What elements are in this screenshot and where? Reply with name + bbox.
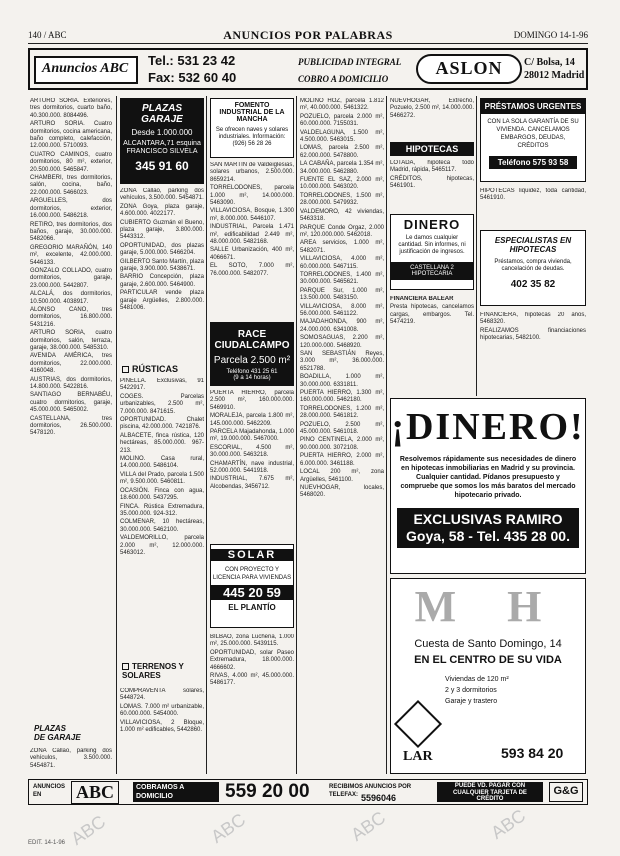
garaje-listing <box>30 748 112 776</box>
abc-watermark-icon: ABC <box>207 809 250 847</box>
listing-text: OCASIÓN. Finca con agua, 18.600.000. 5437295. <box>120 487 204 502</box>
dinero-small-ad <box>390 214 474 290</box>
footer-telefax-label: RECIBIMOS ANUNCIOS POR TELEFAX: <box>329 784 412 798</box>
listing-text: TORRELODONES, 1.200 m², 28.000.000. 5461812. <box>300 405 384 420</box>
classifieds-column-6 <box>480 188 586 228</box>
listing-text: FINCA. Rústica Extremadura, 35.000.000. 924-312. <box>120 503 204 517</box>
listing-text: VILLAVICIOSA, Bosque, 1.300 m², 8.000.000. 5446107. <box>210 208 294 222</box>
listing-text: ALBACETE, finca rústica, 120 hectáreas, 85.000.000. 967-213. <box>120 432 204 454</box>
ramiro-brand: EXCLUSIVAS RAMIRO <box>413 511 563 527</box>
dinero-small-title: DINERO <box>403 217 461 232</box>
column-rule <box>296 96 297 774</box>
listing-text: PARQUE Conde Orgaz, 2.000 m², 120.000.000. 5462018. <box>300 224 384 238</box>
listing-text: COGES. Parcelas urbanizables, 2.500 m², 7.000.000. 8471615. <box>120 393 204 415</box>
rusticas-listings <box>120 378 204 658</box>
classifieds-column-3 <box>210 162 294 318</box>
listing-text: LOMAS. 7.000 m² urbanizable, 60.000.000. 5454000. <box>120 703 204 718</box>
listing-text: HIPOTECAS liquidez, toda cantidad, 5461910. <box>480 188 586 202</box>
listing-text: ZONA Callao, parking dos vehículos, 3.500.000. 5454871. <box>30 748 112 769</box>
column-rule <box>386 96 387 774</box>
hipotecas-listings <box>390 160 474 212</box>
listing-text: SANTIAGO BERNABÉU, cuatro dormitorios, garaje, 45.000.000. 5465002. <box>30 392 112 414</box>
listing-text: SOMOSAGUAS, 2.200 m², 120.000.000. 5468920. <box>300 335 384 349</box>
section-label: RÚSTICAS <box>132 364 179 374</box>
listing-text: PARQUE Sur, 1.000 m², 13.500.000. 5483150. <box>300 287 384 302</box>
listing-text: CASTELLANA, tres dormitorios, 26.500.000. 5478120. <box>30 415 112 437</box>
footer-abc-logo: ABC <box>71 781 119 804</box>
aslon-logo: ASLON <box>416 54 522 84</box>
prestamos-ad <box>480 98 586 182</box>
page-date: DOMINGO 14-1-96 <box>513 30 588 40</box>
listing-text: COMPRAVENTA solares, 5448724. <box>120 688 204 702</box>
ramiro-block <box>397 508 579 548</box>
listing-text: INDUSTRIAL, Parcela 1.471 m², edificabilidad 2.449 m², 48.000.000. 5482168. <box>210 224 294 246</box>
solar-phone: 445 20 59 <box>211 585 293 600</box>
listing-text: ARTURO SORIA. Exteriores, tres dormitorios, cuarto baño, 40.300.000. 8084496. <box>30 98 112 119</box>
prestamos-phone: Teléfono 575 93 58 <box>489 156 577 169</box>
listing-text: PINELLA. Exclusivas, 91 5422917. <box>120 378 204 392</box>
listing-text: AVENIDA AMÉRICA, tres dormitorios, 22.000.000. 4160048. <box>30 353 112 375</box>
abc-watermark-icon: ABC <box>67 811 110 849</box>
lar-features <box>445 674 585 707</box>
financiera-text: Presta hipotecas, cancelamos cargas, embargos. Tel. 5474219. <box>390 304 474 326</box>
listing-text: BOADILLA, 1.000 m², 30.000.000. 6331811. <box>300 374 384 388</box>
anuncios-logo: Anuncios ABC <box>34 56 138 84</box>
listing-text: TORRELODONES, 1.400 m², 30.000.000. 5465621. <box>300 271 384 286</box>
listing-text: ALCALÁ, dos dormitorios, 10.500.000. 4038917. <box>30 291 112 305</box>
race-ad <box>210 322 294 386</box>
especialistas-title: ESPECIALISTAS EN HIPOTECAS <box>494 236 572 254</box>
section-terrenos <box>122 662 202 680</box>
fomento-title: FOMENTO INDUSTRIAL DE LA MANCHA <box>219 102 285 123</box>
dinero-big-ad <box>390 398 586 574</box>
footer-gg-logo: G&G <box>549 782 583 802</box>
listing-text: CHAMBERI, tres dormitorios, salón, cocina, baño, 22.000.000. 5466023. <box>30 175 112 196</box>
column-rule <box>206 96 207 774</box>
listing-text: SAN MARTÍN de Valdeiglesias, solares urbanos, 2.500.000. 8659214. <box>210 162 294 183</box>
dinero-small-text: Le damos cualquier cantidad. Sin informes, ni justificación de ingresos. <box>398 235 466 255</box>
listing-text: TORRELODONES, 1.500 m², 28.000.000. 5479932. <box>300 192 384 207</box>
solar-title: SOLAR <box>211 549 293 561</box>
section-plazas-garaje: PLAZAS DE GARAJE <box>34 724 81 742</box>
classifieds-column-3c <box>210 634 294 774</box>
garaje-ad-price: Desde 1.000.000 <box>131 128 193 137</box>
abc-watermark-icon: ABC <box>487 805 530 843</box>
abc-watermark-icon: ABC <box>347 807 390 845</box>
listing-text: NUEVHOGAR, Extrecho, Pozuelo, 2.500 m², 14.000.000. 5466272. <box>390 98 474 119</box>
classifieds-column-1 <box>30 98 112 718</box>
square-bullet-icon <box>122 366 129 373</box>
especialistas-ad <box>480 230 586 306</box>
footer-tarjeta: PUEDE VD. PAGAR CON CUALQUIER TARJETA DE CRÉDITO <box>437 782 543 802</box>
classifieds-column-3b <box>210 390 294 540</box>
column-rule <box>476 96 477 396</box>
hipotecas-heading: HIPOTECAS <box>390 142 474 156</box>
square-bullet-icon <box>122 663 129 670</box>
dinero-small-foot: CASTELLANA 2 HIPOTECARIA <box>391 262 473 280</box>
lar-headline: EN EL CENTRO DE SU VIDA <box>414 654 562 666</box>
listing-text: OPORTUNIDAD. Chalet piscina, 42.000.000. 7421876. <box>120 417 204 431</box>
lar-feature: 2 y 3 dormitorios <box>445 687 497 694</box>
listing-text: RIVAS, 4.000 m², 45.000.000. 5486177. <box>210 673 294 687</box>
listing-text: REALIZAMOS financiaciones hipotecarias, 5482100. <box>480 327 586 342</box>
listing-text: BILBAO, zona Lucheria, 1.000 m², 25.000.000. 5439115. <box>210 634 294 648</box>
listing-text: PUERTA HIERRO, 2.000 m², 6.000.000. 3461188. <box>300 453 384 467</box>
listing-text: VILLAVICIOSA, 8.000 m², 56.000.000. 5461122. <box>300 303 384 317</box>
listing-text: VILLAVICIOSA, 2 Bloque, 1.000 m² edificables, 5442860. <box>120 719 204 734</box>
listing-text: ZONA Callao, parking dos vehículos, 3.500.000. 5454871. <box>120 188 204 202</box>
section-rusticas <box>122 364 178 374</box>
listing-text: ARGUELLES, dos dormitorios, exterior, 16.000.000. 5486218. <box>30 198 112 220</box>
listing-text: OPORTUNIDAD, solar Paseo Extremadura, 18.000.000. 4666602. <box>210 649 294 671</box>
listing-text: OPORTUNIDAD, dos plazas garaje, 5.000.000. 5466204. <box>120 242 204 257</box>
solar-text: CON PROYECTO Y LICENCIA PARA VIVIENDAS <box>212 567 292 581</box>
listing-text: LOCAL 200 m², zona Argüelles, 5461100. <box>300 469 384 483</box>
slogan-line-1: PUBLICIDAD INTEGRAL <box>298 57 402 67</box>
lar-diamond-icon <box>394 700 442 748</box>
classifieds-column-2 <box>120 188 204 360</box>
address-line-2: 28012 Madrid <box>524 70 585 81</box>
listing-text: ARTURO SORIA, cuatro dormitorios, salón, terraza, garaje, 38.000.000. 5485310. <box>30 330 112 351</box>
listing-text: POZUELO, parcela 2.000 m², 60.000.000. 7155031. <box>300 113 384 128</box>
listing-text: ESCORIAL, 4.500 m², 30.000.000. 5463218. <box>210 444 294 459</box>
listing-text: MORALEJA, parcela 1.800 m², 145.000.000. 5462209. <box>210 413 294 427</box>
listing-text: PARTICULAR vende plaza garaje Argüelles, 2.800.000. 5481006. <box>120 290 204 312</box>
fomento-ad <box>210 98 294 158</box>
garaje-ad-phone: 345 91 60 <box>135 159 189 173</box>
listing-text: FINANCIERA, hipotecas 20 años, 5468320. <box>480 312 586 326</box>
mh-logo: M H <box>414 582 562 631</box>
race-hours: (9 a 14 horas) <box>233 375 271 381</box>
solar-ad <box>210 544 294 628</box>
listing-text: LOTADA, hipoteca todo Madrid, rápida, 5465117. <box>390 160 474 174</box>
financiera-balear <box>390 296 474 356</box>
listing-text: LA CABAÑA, parcela 1.354 m², 34.000.000. 5462880. <box>300 161 384 175</box>
listing-text: VILLA del Prado, parcela 1.500 m², 9.500.000. 5460811. <box>120 471 204 486</box>
lar-address: Cuesta de Santo Domingo, 14 <box>414 638 562 650</box>
listing-text: MOLINO HOZ, parcela 1.812 m², 40.000.000. 5461322. <box>300 98 384 112</box>
listing-text: VILLAVICIOSA, 4.000 m², 60.000.000. 5467115. <box>300 256 384 270</box>
footer-banner <box>28 779 588 805</box>
listing-text: AREA servicios, 1.000 m², 5482071. <box>300 240 384 254</box>
listing-text: COLMENAR, 10 hectáreas, 30.000.000. 5462100. <box>120 519 204 533</box>
listing-text: FUENTE EL SAZ, 2.000 m², 10.000.000. 5463020. <box>300 177 384 191</box>
lar-phone: 593 84 20 <box>501 745 564 761</box>
especialistas-text: Préstamos, compra vivienda, cancelación de deudas. <box>494 259 572 272</box>
address-line-1: C/ Bolsa, 14 <box>524 57 575 68</box>
listing-text: TORRELODONES, parcela 1.000 m², 14.000.000. 5463090. <box>210 185 294 207</box>
race-title: RACE CIUDALCAMPO <box>214 329 290 351</box>
prestamos-text: CON LA SOLA GARANTÍA DE SU VIVIENDA. CANCELAMOS EMBARGOS, DEUDAS, CRÉDITOS <box>487 119 579 149</box>
column-rule <box>116 96 117 774</box>
listing-text: INDUSTRIAL, 7.675 m², Alcobendas, 3456712. <box>210 476 294 490</box>
edition-note: EDIT. 14-1-96 <box>28 840 66 846</box>
financiera-title: FINANCIERA BALEAR <box>390 296 454 302</box>
dinero-big-title: ¡DINERO! <box>391 406 585 448</box>
footer-anuncios: ANUNCIOS EN <box>33 784 66 798</box>
slogan-line-2: COBRO A DOMICILIO <box>298 74 389 84</box>
lar-brand: LAR <box>403 749 433 764</box>
listing-text: SAN SEBASTIÁN Reyes, 3.000 m², 36.000.000. 6521788. <box>300 351 384 372</box>
listing-text: GILBERTO Santo Martín, plaza garaje, 3.900.000. 5438671. <box>120 258 204 273</box>
page-header <box>28 30 588 44</box>
banner-slogan <box>298 54 408 88</box>
footer-fax: 5596046 <box>361 793 397 803</box>
listing-text: ZONA Goya, plaza garaje, 4.600.000. 4022177. <box>120 203 204 218</box>
race-sub: Parcela 2.500 m² <box>213 355 291 366</box>
listing-text: CHAMARTÍN, nave industrial, 52.000.000. 5441918. <box>210 460 294 475</box>
lar-feature: Viviendas de 120 m² <box>445 676 509 683</box>
footer-cobramos: COBRAMOS A DOMICILIO <box>133 782 219 802</box>
listing-text: PUERTA HIERRO, 1.300 m², 160.000.000. 5462180. <box>300 390 384 404</box>
listing-text: PARCELA Majadahonda, 1.000 m², 19.000.000. 5467000. <box>210 429 294 443</box>
ramiro-address: Goya, 58 - Tel. 435 28 00. <box>406 528 570 544</box>
section-title: ANUNCIOS POR PALABRAS <box>223 28 393 42</box>
listing-text: PINO CENTINELA, 2.000 m², 90.000.000. 3072108. <box>300 437 384 451</box>
banner-address <box>524 56 590 82</box>
race-tel: Teléfono 431 25 61 <box>226 369 278 375</box>
listing-text: ALONSO CANO, tres dormitorios, 16.800.000. 5431216. <box>30 306 112 328</box>
classifieds-column-4 <box>300 98 384 774</box>
top-banner <box>28 48 588 90</box>
garaje-ad-title: PLAZAS GARAJE <box>141 103 183 125</box>
terrenos-listings <box>120 688 204 774</box>
prestamos-title: PRÉSTAMOS URGENTES <box>481 99 585 114</box>
solar-place: EL PLANTÍO <box>228 603 276 612</box>
dinero-big-text: Resolvemos rápidamente sus necesidades de dinero en hipotecas inmobiliarias en Madrid y su provincia. Cualquier cantidad. Pídanos presupuesto y compruebe que somos los más baratos del mercado hipotecario privado. <box>399 456 577 499</box>
listing-text: RETIRO, tres dormitorios, dos baños, garaje, 30.000.000. 5482066. <box>30 221 112 243</box>
listing-text: VALDELAGUNA, 1.500 m², 4.500.000. 5463015. <box>300 129 384 144</box>
listing-text: VALDEMORILLO, parcela 2.000 m², 12.000.000. 5463012. <box>120 535 204 556</box>
listing-text: LOMAS, parcela 2.500 m², 62.000.000. 5478800. <box>300 145 384 159</box>
classifieds-column-5 <box>390 98 474 138</box>
listing-text: MOLINO. Casa rural, 14.000.000. 5486104. <box>120 456 204 470</box>
listing-text: BARRIO Concepción, plaza garaje, 2.600.000. 5464900. <box>120 274 204 288</box>
banner-phones <box>148 52 298 86</box>
listing-text: MAJADAHONDA, 900 m², 24.000.000. 6341008. <box>300 319 384 333</box>
listing-text: GONZALO COLLADO, cuatro dormitorios, garaje, 23.000.000. 5442807. <box>30 267 112 289</box>
listing-text: CUATRO CAMINOS, cuatro dormitorios, 80 m², exterior, 20.500.000. 5465847. <box>30 151 112 173</box>
page-number: 140 / ABC <box>28 30 67 40</box>
listing-text: VALDEMORO, 42 viviendas, 5463318. <box>300 208 384 223</box>
listing-text: ARTURO SORIA. Cuatro dormitorios, cocina americana, baño completo, calefacción, 12.000.000. 5710093. <box>30 121 112 150</box>
footer-phone: 559 20 00 <box>225 781 310 802</box>
fomento-text: Se ofrecen naves y solares industriales. Información: (926) 56 28 26 <box>215 127 289 147</box>
banner-fax: Fax: 532 60 40 <box>148 70 237 85</box>
listing-text: EL SOTO, 7.000 m², 76.000.000. 5482077. <box>210 263 294 277</box>
listing-text: CRÉDITOS, hipotecas, 5461901. <box>390 175 474 190</box>
section-label: TERRENOS Y SOLARES <box>122 662 184 680</box>
lar-feature: Garaje y trastero <box>445 698 498 705</box>
garaje-ad-place: ALCANTARA,71 esquina FRANCISCO SILVELA <box>123 140 201 155</box>
listing-text: POZUELO, 2.500 m², 45.000.000. 5461018. <box>300 421 384 436</box>
especialistas-phone: 402 35 82 <box>510 279 556 290</box>
listing-text: NUEVHOGAR, locales, 5468020. <box>300 484 384 499</box>
plazas-garaje-ad <box>120 98 204 184</box>
listing-text: AUSTRIAS, dos dormitorios, 14.800.000. 5422816. <box>30 376 112 391</box>
listing-text: SALLE Urbanización, 400 m², 4066671. <box>210 247 294 261</box>
banner-tel: Tel.: 531 23 42 <box>148 53 236 68</box>
listing-text: PUERTA HIERRO, parcela 2.500 m², 160.000.000. 5469910. <box>210 390 294 411</box>
listing-text: CUBIERTO Guzmán el Bueno, plaza garaje, 3.800.000. 5443312. <box>120 219 204 241</box>
listing-text: GREGORIO MARAÑÓN, 140 m², excelente, 42.000.000. 5446133. <box>30 244 112 266</box>
classifieds-column-6b <box>480 312 586 396</box>
lar-ad <box>390 578 586 774</box>
